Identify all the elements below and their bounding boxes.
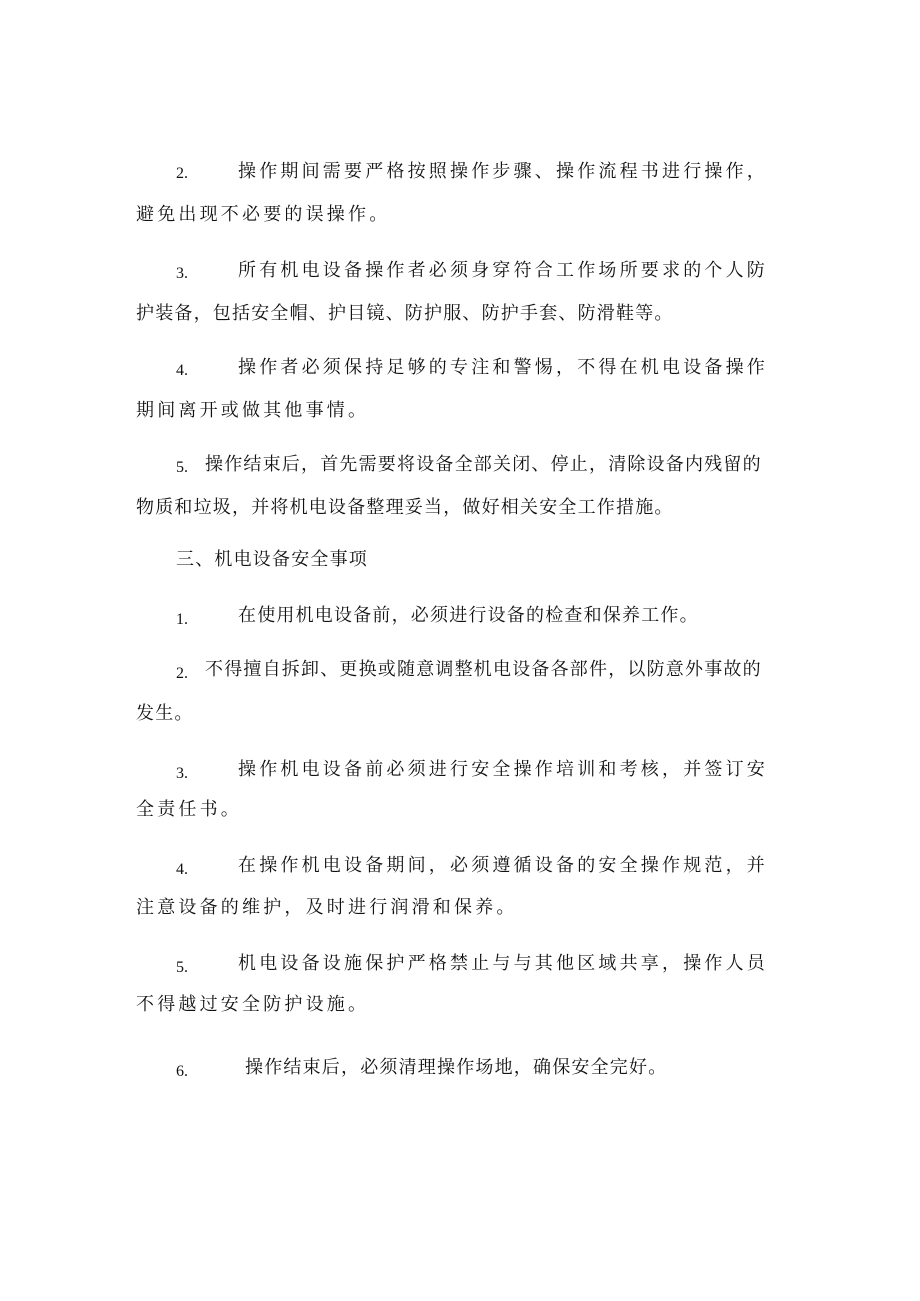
item-text-line: 操作者必须保持足够的专注和警惕，不得在机电设备操作 <box>238 357 768 378</box>
section-item-text-line: 在使用机电设备前，必须进行设备的检查和保养工作。 <box>238 605 699 626</box>
section-item-text-line: 发生。 <box>136 703 194 724</box>
section-item-number: 6. <box>176 1063 188 1080</box>
section-item-number: 5. <box>176 959 188 976</box>
section-item-number: 3. <box>176 765 188 782</box>
section-item-text-line: 全责任书。 <box>136 799 242 820</box>
item-text-line: 护装备，包括安全帽、护目镜、防护服、防护手套、防滑鞋等。 <box>136 303 674 324</box>
section-item-number: 2. <box>176 665 188 682</box>
item-number: 2. <box>176 165 188 182</box>
section-item-number: 1. <box>176 611 188 628</box>
section-item-text-line: 操作机电设备前必须进行安全操作培训和考核，并签订安 <box>238 759 768 780</box>
item-number: 5. <box>176 459 188 476</box>
item-text-line: 避免出现不必要的误操作。 <box>136 204 391 225</box>
item-number: 3. <box>176 265 188 282</box>
item-text-line: 操作结束后，首先需要将设备全部关闭、停止，清除设备内残留的 <box>205 454 762 475</box>
section-heading: 三、机电设备安全事项 <box>176 549 368 570</box>
item-text-line: 物质和垃圾，并将机电设备整理妥当，做好相关安全工作措施。 <box>136 497 674 518</box>
item-text-line: 期间离开或做其他事情。 <box>136 400 370 421</box>
section-item-number: 4. <box>176 861 188 878</box>
section-item-text-line: 在操作机电设备期间，必须遵循设备的安全操作规范，并 <box>238 855 768 876</box>
section-item-text-line: 机电设备设施保护严格禁止与与其他区域共享，操作人员 <box>238 953 768 974</box>
section-item-text-line: 操作结束后，必须清理操作场地，确保安全完好。 <box>245 1057 668 1078</box>
item-text-line: 操作期间需要严格按照操作步骤、操作流程书进行操作， <box>238 161 768 182</box>
item-number: 4. <box>176 362 188 379</box>
section-item-text-line: 不得擅自拆卸、更换或随意调整机电设备各部件，以防意外事故的 <box>205 659 762 680</box>
section-item-text-line: 注意设备的维护，及时进行润滑和保养。 <box>136 897 518 918</box>
item-text-line: 所有机电设备操作者必须身穿符合工作场所要求的个人防 <box>238 260 768 281</box>
section-item-text-line: 不得越过安全防护设施。 <box>136 994 370 1015</box>
